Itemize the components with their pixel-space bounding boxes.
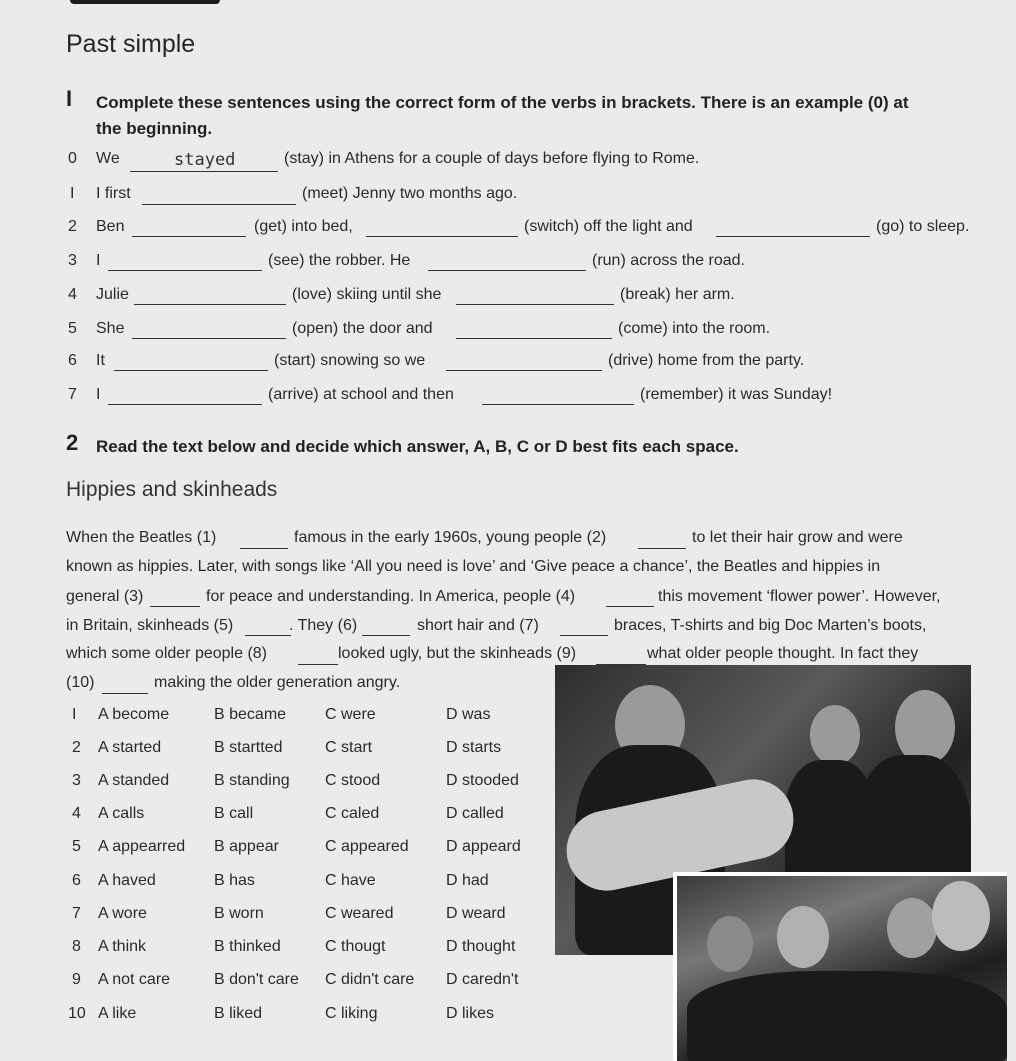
sentence-part: (run) across the road. xyxy=(592,252,745,269)
option-b[interactable]: B appear xyxy=(214,838,279,855)
sentence-number: 5 xyxy=(68,320,77,337)
option-a[interactable]: A like xyxy=(98,1005,137,1022)
sentence-number: 7 xyxy=(68,386,77,403)
option-a[interactable]: A think xyxy=(98,938,147,955)
answer-blank[interactable] xyxy=(134,304,286,305)
answer-blank[interactable] xyxy=(456,338,612,339)
gap-2[interactable] xyxy=(638,548,686,549)
sentence-part: (arrive) at school and then xyxy=(268,386,454,403)
person-figure xyxy=(810,705,860,765)
sentence-part: (remember) it was Sunday! xyxy=(640,386,833,403)
option-c[interactable]: C didn't care xyxy=(325,971,415,988)
option-number: 7 xyxy=(72,905,81,922)
text-fragment: . They (6) xyxy=(289,617,358,634)
option-d[interactable]: D appeard xyxy=(446,838,521,855)
sentence-number: 6 xyxy=(68,352,77,369)
text-fragment: to let their hair grow and were xyxy=(692,529,903,546)
option-c[interactable]: C were xyxy=(325,706,376,723)
sentence-number: I xyxy=(70,185,75,202)
sentence-part: (love) skiing until she xyxy=(292,286,442,303)
text-fragment: looked ugly, but the skinheads (9) xyxy=(338,645,577,662)
option-number: 5 xyxy=(72,838,81,855)
exercise-2-heading xyxy=(66,432,966,460)
sentence-start: Julie xyxy=(96,286,129,303)
option-c[interactable]: C thougt xyxy=(325,938,386,955)
option-b[interactable]: B worn xyxy=(214,905,264,922)
option-c[interactable]: C start xyxy=(325,739,373,756)
answer-blank[interactable] xyxy=(132,236,246,237)
option-c[interactable]: C liking xyxy=(325,1005,378,1022)
sentence-number: 3 xyxy=(68,252,77,269)
exercise-1-instruction-line1: Complete these sentences using the correct form of the verbs in brackets. There is an example (0) at xyxy=(96,93,909,112)
option-c[interactable]: C caled xyxy=(325,805,380,822)
option-b[interactable]: B became xyxy=(214,706,287,723)
sentence-number: 2 xyxy=(68,218,77,235)
option-a[interactable]: A appearred xyxy=(98,838,186,855)
exercise-2-instruction: Read the text below and decide which answer, A, B, C or D best fits each space. xyxy=(96,437,739,456)
gap-10[interactable] xyxy=(102,693,148,694)
option-a[interactable]: A calls xyxy=(98,805,145,822)
sentence-part: (start) snowing so we xyxy=(274,352,426,369)
option-number: 3 xyxy=(72,772,81,789)
answer-blank[interactable] xyxy=(716,236,870,237)
crowd-figure xyxy=(687,971,1007,1061)
gap-5[interactable] xyxy=(245,635,291,636)
exercise-1-number: I xyxy=(66,86,73,111)
sentence-part: (stay) in Athens for a couple of days before flying to Rome. xyxy=(284,150,700,167)
answer-blank[interactable] xyxy=(482,404,634,405)
answer-blank[interactable] xyxy=(142,204,296,205)
text-fragment: famous in the early 1960s, young people (2) xyxy=(294,529,607,546)
text-fragment: making the older generation angry. xyxy=(154,674,401,691)
text-subtitle: Hippies and skinheads xyxy=(66,478,278,501)
answer-blank[interactable] xyxy=(446,370,602,371)
exercise-1-instruction-line2: the beginning. xyxy=(96,119,213,138)
sentence-start: I first xyxy=(96,185,131,202)
person-figure xyxy=(932,881,990,951)
sentence-part: (see) the robber. He xyxy=(268,252,411,269)
answer-blank[interactable] xyxy=(132,338,286,339)
option-b[interactable]: B standing xyxy=(214,772,290,789)
sentence-number: 0 xyxy=(68,150,77,167)
option-a[interactable]: A wore xyxy=(98,905,147,922)
page-title: Past simple xyxy=(66,30,196,58)
example-answer: stayed xyxy=(174,150,236,170)
text-fragment: (10) xyxy=(66,674,95,691)
option-d[interactable]: D stooded xyxy=(446,772,519,789)
option-b[interactable]: B don't care xyxy=(214,971,299,988)
exercise-2-number: 2 xyxy=(66,430,79,455)
option-number: I xyxy=(72,706,77,723)
answer-blank[interactable] xyxy=(428,270,586,271)
sentence-start: I xyxy=(96,386,101,403)
sentence-part: (open) the door and xyxy=(292,320,433,337)
gap-6[interactable] xyxy=(362,635,410,636)
skinheads-photo xyxy=(673,872,1007,1061)
option-c[interactable]: C appeared xyxy=(325,838,409,855)
text-fragment: for peace and understanding. In America, people (4) xyxy=(206,588,576,605)
sentence-part: (switch) off the light and xyxy=(524,218,693,235)
sentence-part: (go) to sleep. xyxy=(876,218,970,235)
exercise-1-heading xyxy=(66,88,966,144)
text-fragment: what older people thought. In fact they xyxy=(647,645,919,662)
option-d[interactable]: D starts xyxy=(446,739,502,756)
option-d[interactable]: D likes xyxy=(446,1005,495,1022)
option-d[interactable]: D weard xyxy=(446,905,506,922)
gap-8[interactable] xyxy=(298,664,338,665)
gap-1[interactable] xyxy=(240,548,288,549)
option-c[interactable]: C have xyxy=(325,872,376,889)
option-number: 4 xyxy=(72,805,81,822)
sentence-start: We xyxy=(96,150,120,167)
sentence-start: Ben xyxy=(96,218,125,235)
option-d[interactable]: D called xyxy=(446,805,504,822)
option-a[interactable]: A become xyxy=(98,706,170,723)
answer-blank[interactable] xyxy=(108,404,262,405)
person-figure xyxy=(777,906,829,968)
text-fragment: general (3) xyxy=(66,588,144,605)
option-d[interactable]: D was xyxy=(446,706,491,723)
option-b[interactable]: B liked xyxy=(214,1005,263,1022)
option-number: 8 xyxy=(72,938,81,955)
answer-blank[interactable] xyxy=(114,370,268,371)
sentence-part: (break) her arm. xyxy=(620,286,735,303)
option-number: 9 xyxy=(72,971,81,988)
text-fragment: When the Beatles (1) xyxy=(66,529,217,546)
option-c[interactable]: C stood xyxy=(325,772,381,789)
text-fragment: known as hippies. Later, with songs like ‘All you need is love’ and ‘Give peace a chance’, the Beatles and hippies in xyxy=(66,558,881,575)
text-fragment: which some older people (8) xyxy=(66,645,267,662)
sentence-part: (come) into the room. xyxy=(618,320,771,337)
sentence-start: She xyxy=(96,320,125,337)
option-b[interactable]: B thinked xyxy=(214,938,281,955)
option-c[interactable]: C weared xyxy=(325,905,394,922)
person-figure xyxy=(887,898,937,958)
answer-blank[interactable] xyxy=(108,270,262,271)
person-figure xyxy=(707,916,753,972)
text-fragment: this movement ‘flower power’. However, xyxy=(658,588,941,605)
option-d[interactable]: D caredn't xyxy=(446,971,519,988)
option-d[interactable]: D had xyxy=(446,872,489,889)
answer-blank[interactable] xyxy=(366,236,518,237)
sentence-part: (get) into bed, xyxy=(254,218,353,235)
text-fragment: short hair and (7) xyxy=(417,617,539,634)
option-number: 2 xyxy=(72,739,81,756)
sentence-number: 4 xyxy=(68,286,77,303)
top-edge-bar xyxy=(70,0,220,4)
sentence-start: It xyxy=(96,352,105,369)
option-b[interactable]: B startted xyxy=(214,739,283,756)
gap-3[interactable] xyxy=(150,606,200,607)
sentence-part: (drive) home from the party. xyxy=(608,352,805,369)
person-figure xyxy=(895,690,955,765)
option-d[interactable]: D thought xyxy=(446,938,516,955)
option-b[interactable]: B call xyxy=(214,805,254,822)
option-b[interactable]: B has xyxy=(214,872,255,889)
sentence-part: (meet) Jenny two months ago. xyxy=(302,185,518,202)
option-number: 6 xyxy=(72,872,81,889)
option-a[interactable]: A haved xyxy=(98,872,156,889)
option-a[interactable]: A standed xyxy=(98,772,170,789)
gap-7[interactable] xyxy=(560,635,608,636)
sentence-start: I xyxy=(96,252,101,269)
option-number: 10 xyxy=(68,1005,86,1022)
text-fragment: in Britain, skinheads (5) xyxy=(66,617,234,634)
gap-4[interactable] xyxy=(606,606,654,607)
text-fragment: braces, T-shirts and big Doc Marten’s boots, xyxy=(614,617,927,634)
option-a[interactable]: A started xyxy=(98,739,162,756)
option-a[interactable]: A not care xyxy=(98,971,171,988)
answer-blank[interactable] xyxy=(130,171,278,172)
answer-blank[interactable] xyxy=(456,304,614,305)
